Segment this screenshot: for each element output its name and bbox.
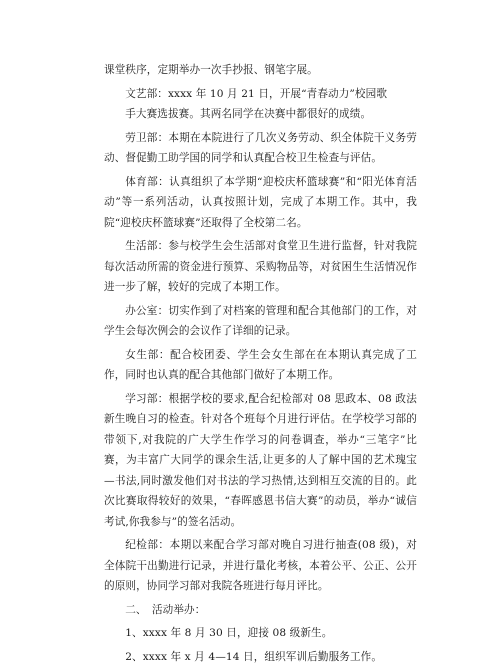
paragraph-classroom-order: 课堂秩序，定期举办一次手抄报、钢笔字展。 (104, 60, 417, 81)
section-heading-activities: 二、 活动举办： (104, 600, 417, 621)
list-item-activity-1: 1、xxxx 年 8 月 30 日，迎接 08 级新生。 (104, 623, 417, 644)
document-body (104, 60, 417, 667)
paragraph-discipline-dept: 纪检部：本期以来配合学习部对晚自习进行抽查(08 级)，对全体院干出勤进行记录，并进行量化考核，本着公平、公正、公开的原则，协同学习部对我院各班进行每月评比。 (104, 535, 417, 597)
paragraph-female-dept: 女生部：配合校团委、学生会女生部在在本期认真完成了工作，同时也认真的配合其他部门做好了本期工作。 (104, 345, 417, 386)
paragraph-office: 办公室：切实作到了对档案的管理和配合其他部门的工作，对学生会每次例会的会议作了详细的记录。 (104, 301, 417, 342)
paragraph-arts-dept: 文艺部：xxxx 年 10 月 21 日，开展“青春动力”校园歌 (104, 84, 417, 105)
paragraph-labor-dept: 劳卫部：本期在本院进行了几次义务劳动、织全体院干义务劳动、督促勤工助学国的同学和认真配合校卫生检查与评估。 (104, 128, 417, 169)
list-item-activity-2: 2、xxxx 年 x 月 4—14 日，组织军训后勤服务工作。 (104, 647, 417, 667)
paragraph-sports-dept: 体育部：认真组织了本学期“迎校庆杯篮球赛”和“阳光体育活动”等一系列活动，认真按照计划，完成了本期工作。其中，我院“迎校庆杯篮球赛”还取得了全校第二名。 (104, 172, 417, 234)
paragraph-life-dept: 生活部：参与校学生会生活部对食堂卫生进行监督，针对我院每次活动所需的资金进行预算、采购物品等，对贫困生生活情况作进一步了解，较好的完成了本期工作。 (104, 236, 417, 298)
paragraph-arts-dept-contd: 手大赛选拔赛。其两名同学在决赛中都很好的成绩。 (104, 104, 417, 125)
paragraph-study-dept: 学习部：根据学校的要求,配合纪检部对 08 思政本、08 政法新生晚自习的检查。针对各个班每个月进行评估。在学校学习部的带领下,对我院的广大学生作学习的问卷调查，举办“三笔字”比赛，为丰富广大同学的课余生活,让更多的人了解中国的艺术瑰宝—书法,同时激发他们对书法的学习热情,达到相互交流的目的。此次比赛取得较好的效果，“春晖感恩书信大赛”的动员，举办“诚信考试,你我参与”的签名活动。 (104, 389, 417, 533)
